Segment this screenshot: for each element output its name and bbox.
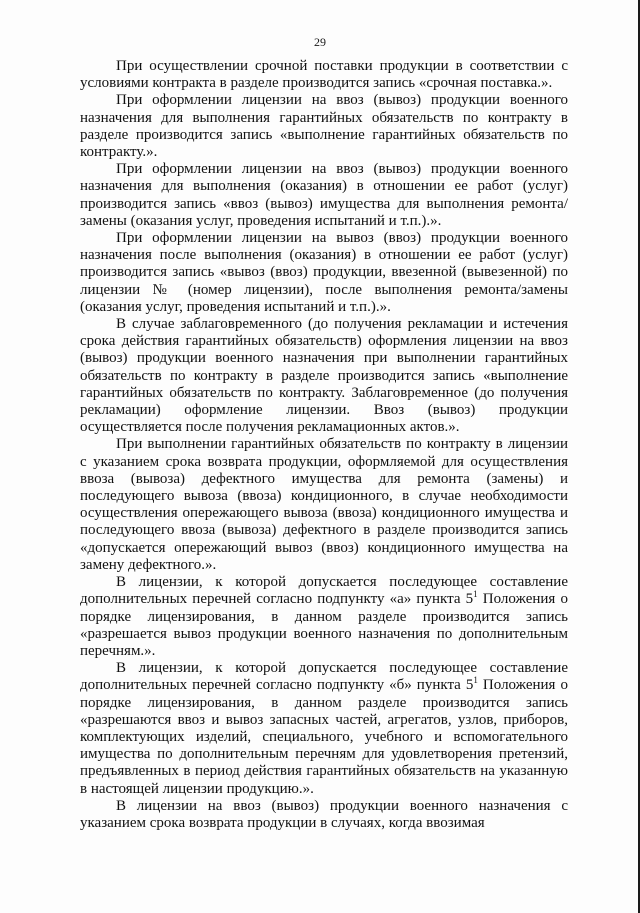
paragraph-urgent-delivery: При осуществлении срочной поставки продукции в соответствии с условиями контракта в разделе производится запись «срочная поставка.».: [80, 58, 568, 92]
superscript-mark: 1: [473, 589, 478, 600]
paragraph-after-repair-export: При оформлении лицензии на вывоз (ввоз) продукции военного назначения после выполнения (оказания) в отношении ее работ (услуг) производится запись «вывоз (ввоз) продукции, ввезенной (вывезенной) по лицензии № (номер лицензии), после выполнения ремонта/замены (оказания услуг, проведения испытаний и т.п.).».: [80, 230, 568, 315]
paragraph-return-period: В лицензии на ввоз (вывоз) продукции военного назначения с указанием срока возврата продукции в случаях, когда ввозимая: [80, 797, 568, 831]
paragraph-advance-license: В случае заблаговременного (до получения рекламации и истечения срока действия гарантийных обязательств) оформления лицензии на ввоз (вывоз) продукции военного назначения при выполнении гарантийных обязательств по контракту в разделе производится запись «выполнение гарантийных обязательств по контракту. Заблаговременное (до получения рекламации) оформление лицензии. Ввоз (вывоз) продукции осуществляется после получения рекламационных актов.».: [80, 316, 568, 436]
paragraph-additional-lists-a: В лицензии, к которой допускается последующее составление дополнительных перечней согласно подпункту «а» пункта $5^1$ Положения о порядке лицензирования, в данном разделе производится запись «разрешается вывоз продукции военного назначения по дополнительным перечням.».: [80, 574, 568, 659]
paragraph-repair-import: При оформлении лицензии на ввоз (вывоз) продукции военного назначения для выполнения (оказания) в отношении ее работ (услуг) производится запись «ввоз (вывоз) имущества для выполнения ремонта/замены (оказания услуг, проведения испытаний и т.п.).».: [80, 161, 568, 229]
body-text: [80, 58, 568, 832]
paragraph-warranty-obligations: При оформлении лицензии на ввоз (вывоз) продукции военного назначения для выполнения гарантийных обязательств по контракту в разделе производится запись «выполнение гарантийных обязательств по контракту.».: [80, 92, 568, 161]
paragraph-advance-replacement: При выполнении гарантийных обязательств по контракту в лицензии с указанием срока возврата продукции, оформляемой для осуществления ввоза (вывоза) дефектного имущества для ремонта (замены) и последующего вывоза (ввоза) кондиционного, в случае необходимости осуществления опережающего вывоза (ввоза) кондиционного имущества и последующего ввоза (вывоза) дефектного в разделе производится запись «допускается опережающий вывоз (ввоз) кондиционного имущества на замену дефектного.».: [80, 436, 568, 573]
page-number: 29: [314, 35, 326, 49]
paragraph-additional-lists-b: В лицензии, к которой допускается последующее составление дополнительных перечней согласно подпункту «б» пункта $5^1$ Положения о порядке лицензирования, в данном разделе производится запись «разрешаются ввоз и вывоз запасных частей, агрегатов, узлов, приборов, комплектующих изделий, специального, учебного и вспомогательного имущества по дополнительным перечням для удовлетворения претензий, предъявленных в период действия гарантийных обязательств на указанную в настоящей лицензии продукцию.».: [80, 660, 568, 797]
superscript-mark: 1: [473, 675, 478, 686]
